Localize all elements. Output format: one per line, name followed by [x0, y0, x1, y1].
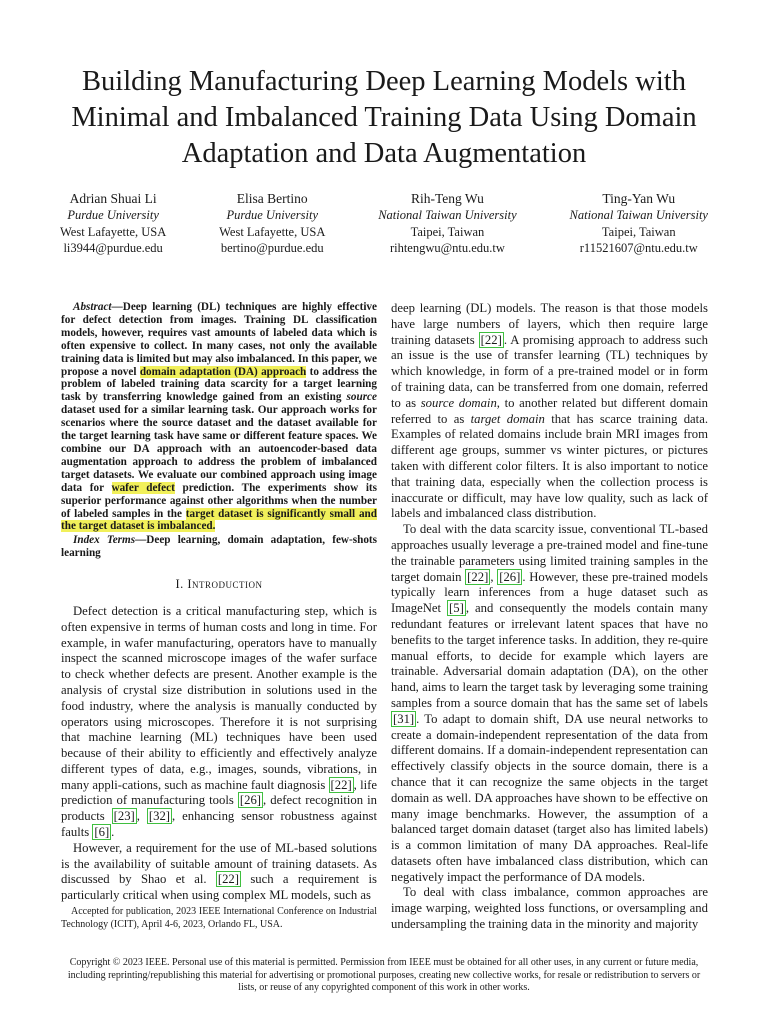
author-location: West Lafayette, USA [219, 224, 326, 239]
author-name: Adrian Shuai Li [69, 191, 157, 206]
intro-paragraph-2: However, a requirement for the use of ML-based solutions is the availability of suitable amount of training datasets. As discussed by Shao et al. [22] such a requirement is particularly critical when using complex ML models, such as [61, 840, 377, 903]
author-affiliation: National Taiwan University [569, 208, 708, 222]
author-email: li3944@purdue.edu [63, 241, 163, 255]
author-affiliation: Purdue University [226, 208, 318, 222]
abstract-lead: Abstract [73, 301, 112, 313]
index-terms: Index Terms—Deep learning, domain adaptation, few-shots learning [61, 534, 377, 560]
author-2 [219, 190, 325, 257]
author-location: Taipei, Taiwan [410, 224, 485, 239]
citation-link[interactable]: [23] [113, 809, 135, 824]
citation-link[interactable]: [22] [330, 777, 352, 792]
author-block [60, 190, 708, 257]
citation-link[interactable]: [5] [449, 601, 464, 616]
citation-link[interactable]: [22] [217, 872, 239, 887]
citation-link[interactable]: [22] [467, 569, 489, 584]
right-column [391, 301, 708, 933]
author-email: rihtengwu@ntu.edu.tw [389, 241, 505, 255]
citation-link[interactable]: [26] [499, 569, 521, 584]
citation-link[interactable]: [6] [94, 825, 110, 840]
left-column [61, 301, 377, 904]
author-1 [60, 190, 166, 257]
author-affiliation: National Taiwan University [378, 208, 517, 222]
citation-link[interactable]: [26] [239, 793, 262, 808]
intro-paragraph-1: Defect detection is a critical manufacturing step, which is often expensive in terms of human costs and long in time. For example, in wafer manufacturing, operators have to manually inspect the scanned microscope images of the wafer surface to check whether defects are present. Another example is the analysis of crystal size distribution in solutions used in the food industry, where the analysis is manually conducted by operators using microscopes. Therefore it is not surprising that machine learning (ML) techniques have been used because of their ability to efficiently and effectively analyze different types of data, e.g., images, sounds, vibrations, in many appli-cations, such as machine fault diagnosis [22] , life prediction of manufacturing tools [26] , defect recognition in products [23] , [32] , enhancing sensor robustness against faults [6] . [61, 603, 378, 840]
highlight-annotation: domain adaptation (DA) approach [139, 365, 307, 378]
highlight-annotation: target dataset is significantly small and the target dataset is imbalanced. [61, 507, 377, 533]
author-name: Ting-Yan Wu [602, 191, 676, 206]
copyright-notice: Copyright © 2023 IEEE. Personal use of this material is permitted. Permission from IEEE must be obtained for all other uses, in any current or future media, including reprinting/republishing this material for advertising or promotional purposes, creating new collective works, for resale or redistribution to servers or lists, or reuse of any copyrighted component of this work in other works. [67, 957, 701, 994]
author-name: Rih-Teng Wu [411, 191, 484, 206]
abstract: Abstract—Deep learning (DL) techniques are highly effective for defect detection from images. Training DL classification models, however, requires vast amounts of labeled data which is often expensive to collect. In many cases, not only the available training data is limited but may also imbalanced. In this paper, we propose a novel domain adaptation (DA) approach to address the problem of labeled training data scarcity for a target learning task by transferring knowledge gained from an existing source dataset used for a similar learning task. Our approach works for scenarios where the source dataset and the dataset available for the target learning task have same or different feature spaces. We combine our DA approach with an autoencoder-based data augmentation approach to address the problem of imbalanced target datasets. We evaluate our combined approach using image data for wafer defect prediction. The experiments show its superior performance against other algorithms when the number of labeled samples in the target dataset is significantly small and the target dataset is imbalanced. [61, 301, 378, 533]
author-location: Taipei, Taiwan [601, 224, 676, 239]
citation-link[interactable]: [32] [148, 809, 171, 824]
paper-title: Building Manufacturing Deep Learning Models with Minimal and Imbalanced Training Data Using Domain Adaptation and Data Augmentation [71, 66, 697, 169]
intro-paragraph-5: To deal with class imbalance, common approaches are image warping, weighted loss functions, or oversampling and undersampling the training data in the minority and majority [391, 885, 708, 932]
author-name: Elisa Bertino [236, 191, 308, 206]
citation-link[interactable]: [31] [393, 711, 415, 726]
author-affiliation: Purdue University [67, 208, 159, 222]
author-4 [570, 190, 708, 257]
intro-paragraph-3: deep learning (DL) models. The reason is that those models have large numbers of layers, which then require large training datasets [22] . A promising approach to address such an issue is the use of transfer learning (TL) techniques by which knowledge, in form of a pre-trained model or in form of training data, can be transferred from one domain, referred to as source domain, to another related but different domain referred to as target domain that has scarce training data. Examples of related domains include brain MRI images from different age groups, summer vs winter pictures, or pictures taken with different color filters. It is also important to notice that training data, especially when the collection process is inaccurate or difficult, may have low quality, such as lack of labels and imbalanced class distribution. [391, 301, 708, 521]
citation-link[interactable]: [22] [480, 332, 502, 347]
author-3 [378, 190, 516, 257]
author-email: bertino@purdue.edu [220, 241, 324, 255]
section-heading: I. Introduction [175, 577, 263, 592]
highlight-annotation: wafer defect [111, 481, 175, 494]
author-location: West Lafayette, USA [60, 224, 167, 239]
intro-paragraph-4: To deal with the data scarcity issue, conventional TL-based approaches usually leverage a pre-trained model and fine-tune the trainable parameters using limited training samples in the target domain [22] , [26] . However, these pre-trained models typically learn inferences from a huge dataset such as ImageNet [5] , and consequently the models contain many redundant features or irrelevant latent spaces that have no benefits to the target inference tasks. In addition, they re-quire manual efforts, to decide for example which layers are trainable. Adversarial domain adaptation (DA), on the other hand, aims to learn the target task by leveraging some training samples from a source domain that has the same set of labels [31] . To adapt to domain shift, DA use neural networks to create a domain-independent representation of the data from different domains. If a domain-independent representation can effectively classify objects in the source domain, there is a chance that it can recognize the same objects in the target domain as well. DA approaches have shown to be effective on many image benchmarks. However, the assumption of a balanced target domain dataset (target also has limited labels) is a common limitation of many DA approaches. Real-life datasets often have imbalanced class distribution, which can negatively impact the performance of DA models. [391, 522, 708, 884]
author-email: r11521607@ntu.edu.tw [579, 241, 698, 255]
footnote: Accepted for publication, 2023 IEEE International Conference on Industrial Technology (ICIT), April 4-6, 2023, Orlando FL, USA. [61, 906, 377, 930]
